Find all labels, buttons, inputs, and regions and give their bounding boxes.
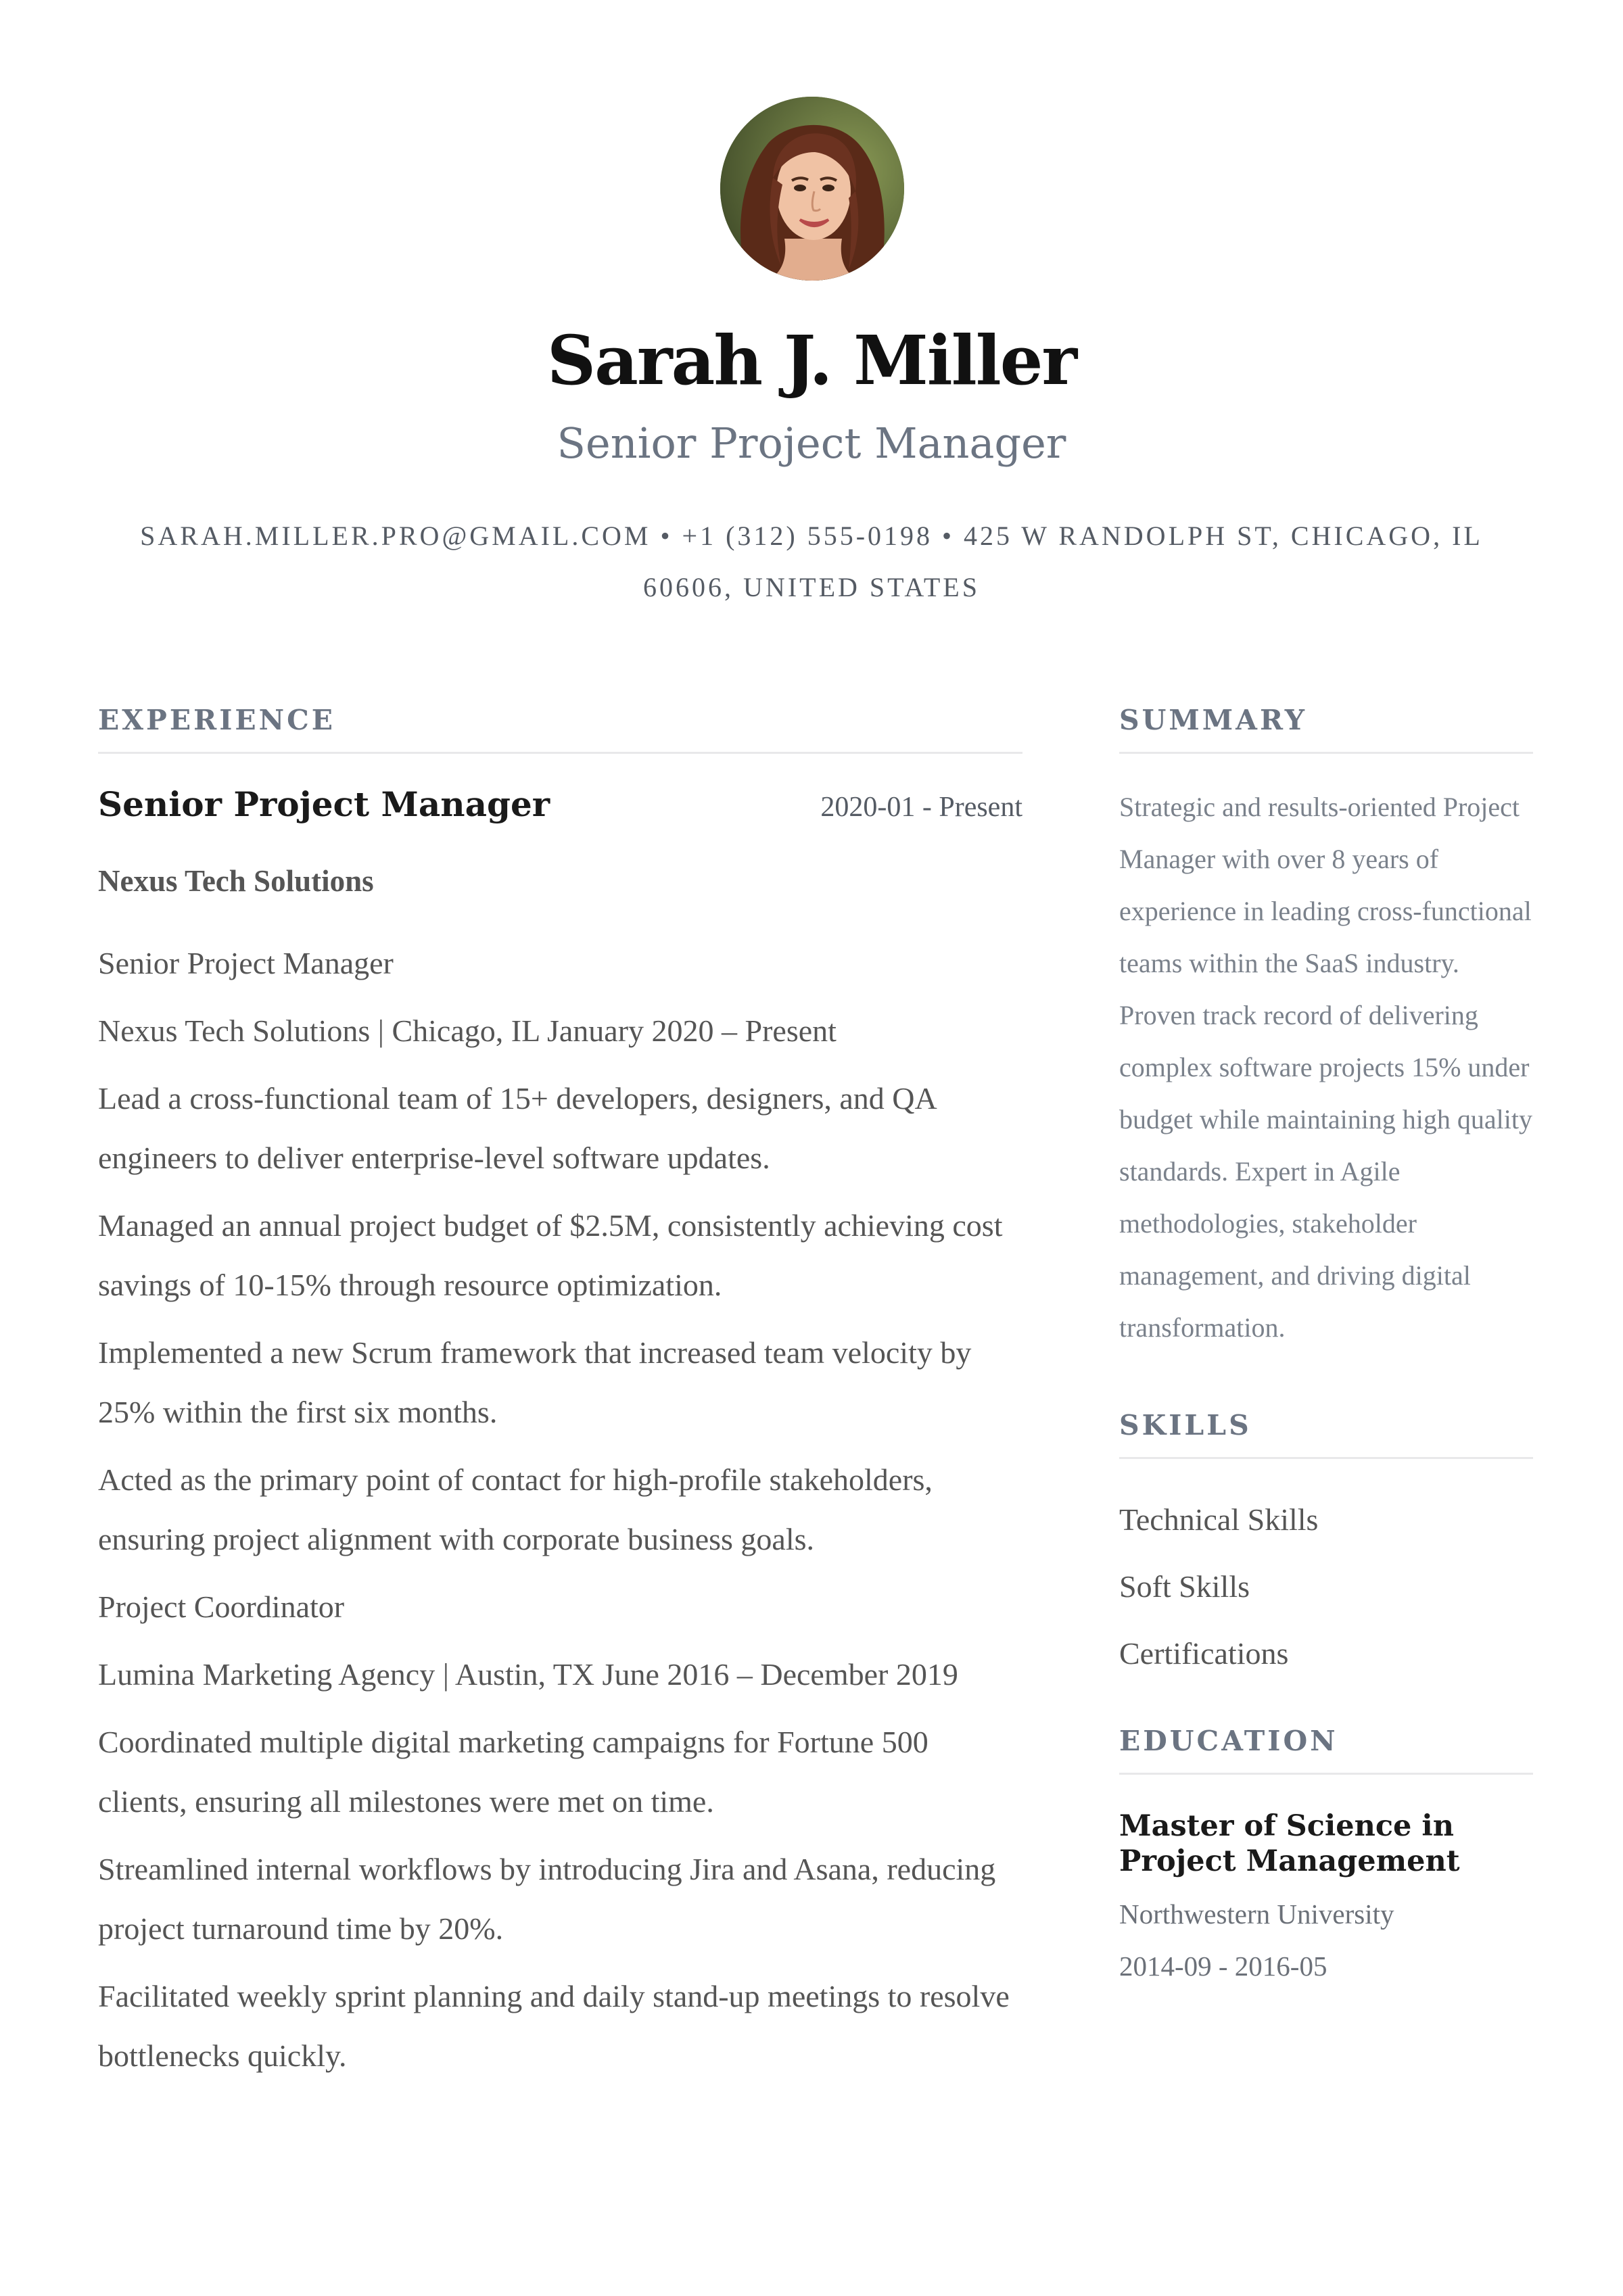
summary-heading: SUMMARY <box>1119 705 1533 754</box>
profile-photo-icon <box>720 97 904 281</box>
summary-text: Strategic and results-oriented Project Manager with over 8 years of experience in leading cross-functional teams within the SaaS industry. Proven track record of delivering complex software projects 15% under budget while maintaining high quality standards. Expert in Agile methodologies, stakeholder management, and driving digital transformation. <box>1119 792 1533 1343</box>
experience-line: Project Coordinator <box>98 1589 345 1625</box>
skills-heading: SKILLS <box>1119 1410 1533 1459</box>
experience-line: Lead a cross-functional team of 15+ developers, designers, and QA engineers to deliver enterprise-level software updates. <box>98 1081 936 1176</box>
skill-item: Certifications <box>1119 1636 1289 1671</box>
degree-title: Master of Science in Project Management <box>1119 1809 1460 1879</box>
experience-column <box>98 705 1022 2094</box>
experience-line: Lumina Marketing Agency | Austin, TX June 2016 – December 2019 <box>98 1657 958 1692</box>
experience-line: Facilitated weekly sprint planning and daily stand-up meetings to resolve bottlenecks quickly. <box>98 1979 1010 2074</box>
experience-line: Senior Project Manager <box>98 946 394 981</box>
experience-details <box>98 934 1022 2086</box>
experience-line: Nexus Tech Solutions | Chicago, IL January 2020 – Present <box>98 1013 837 1049</box>
experience-line: Managed an annual project budget of $2.5M, consistently achieving cost savings of 10-15% through resource optimization. <box>98 1208 1003 1303</box>
company-name: Nexus Tech Solutions <box>98 864 374 899</box>
skills-list <box>1119 1486 1533 1687</box>
education-dates: 2014-09 - 2016-05 <box>1119 1951 1327 1982</box>
skill-item: Technical Skills <box>1119 1502 1319 1537</box>
experience-line: Coordinated multiple digital marketing campaigns for Fortune 500 clients, ensuring all milestones were met on time. <box>98 1725 928 1819</box>
job-title: Senior Project Manager <box>98 784 550 825</box>
contact-info: SARAH.MILLER.PRO@GMAIL.COM • +1 (312) 555-0198 • 425 W RANDOLPH ST, CHICAGO, IL 60606, UNITED STATES <box>140 521 1483 602</box>
profile-photo <box>720 97 904 281</box>
experience-line: Streamlined internal workflows by introducing Jira and Asana, reducing project turnaround time by 20%. <box>98 1852 996 1946</box>
job-dates: 2020-01 - Present <box>820 792 1022 823</box>
candidate-name: Sarah J. Miller <box>546 320 1077 400</box>
experience-line: Acted as the primary point of contact for high-profile stakeholders, ensuring project alignment with corporate business goals. <box>98 1462 933 1557</box>
sidebar-column <box>1119 705 1533 1992</box>
experience-heading: EXPERIENCE <box>98 705 1022 754</box>
job-header <box>98 784 1022 824</box>
candidate-title: Senior Project Manager <box>557 418 1066 468</box>
skill-item: Soft Skills <box>1119 1569 1250 1604</box>
experience-line: Implemented a new Scrum framework that increased team velocity by 25% within the first six months. <box>98 1335 972 1430</box>
education-heading: EDUCATION <box>1119 1726 1533 1775</box>
school-name: Northwestern University <box>1119 1898 1394 1930</box>
